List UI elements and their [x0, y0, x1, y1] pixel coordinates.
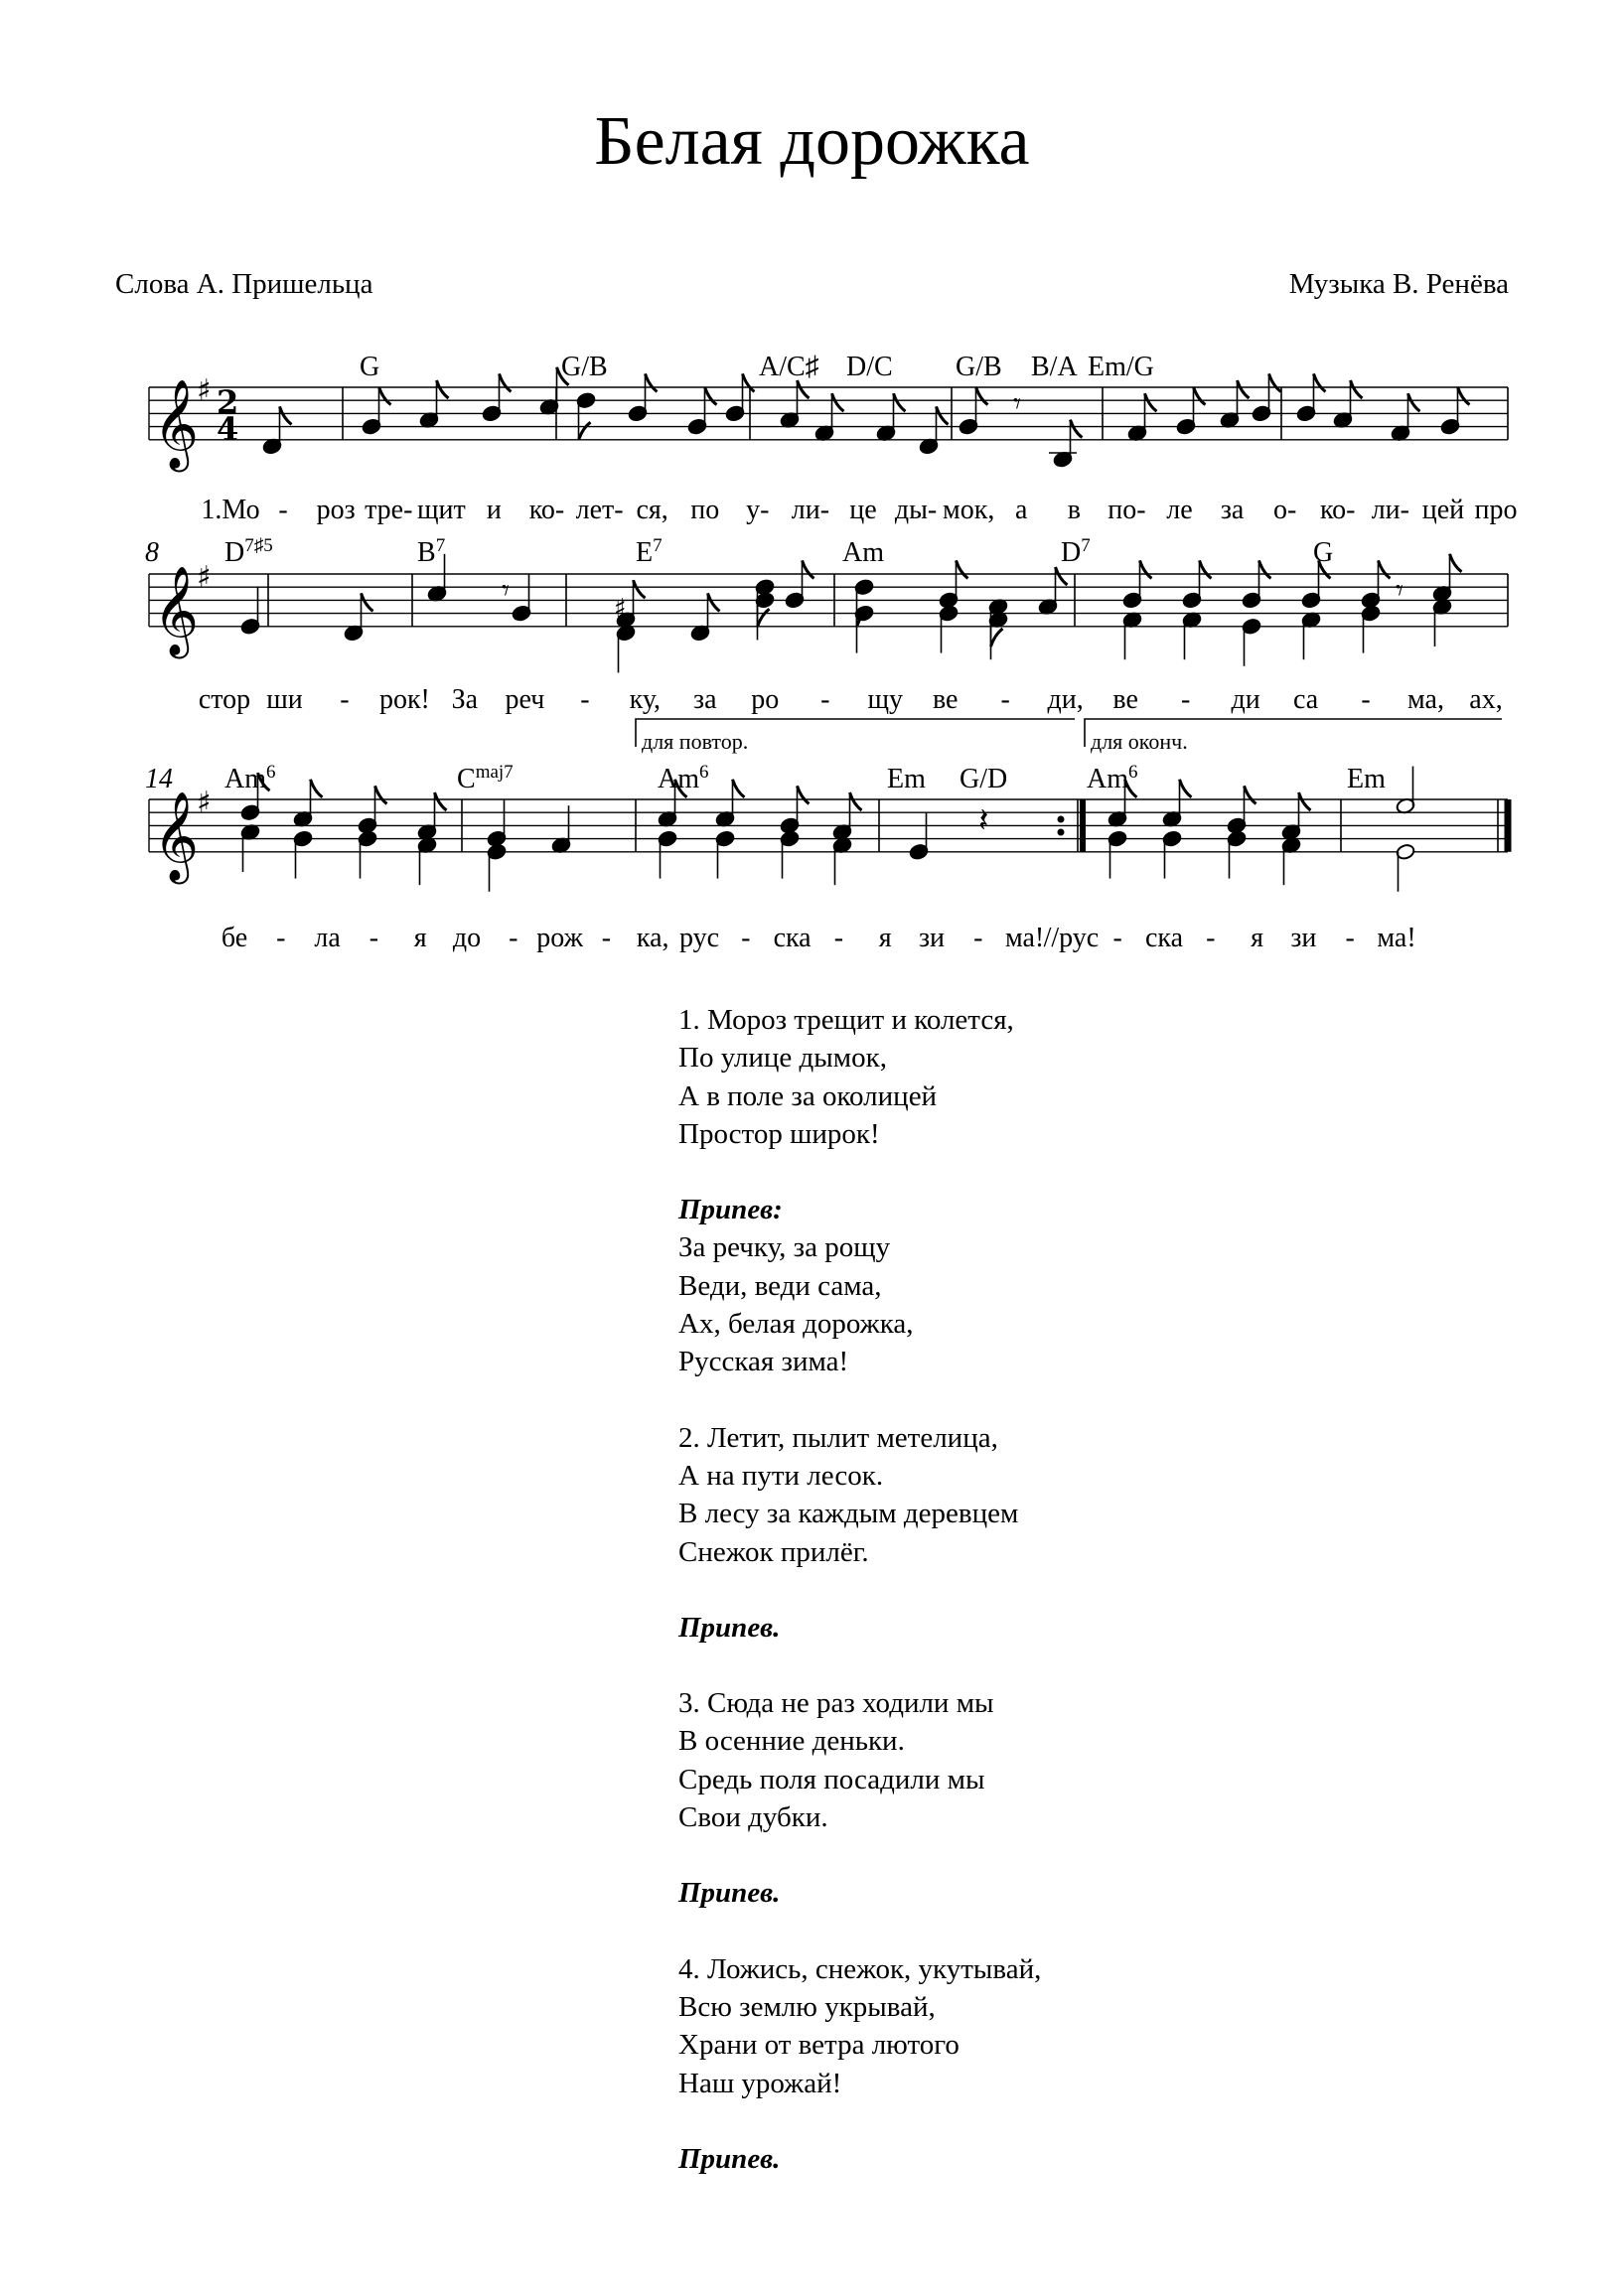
lyric-line: Русская зима! — [678, 1346, 849, 1378]
treble-clef: 𝄞 — [153, 565, 200, 655]
lyric-syllable: - — [973, 923, 983, 953]
measure-number: 14 — [145, 764, 173, 794]
refrain-heading: Припев: — [678, 1194, 783, 1226]
lyric-syllable: - — [1000, 684, 1010, 715]
lyric-line: Свои дубки. — [678, 1801, 828, 1834]
lyric-syllable: це — [849, 495, 877, 525]
chord-symbol: G — [1313, 537, 1334, 568]
lyric-syllable: рож — [536, 923, 583, 953]
lyric-syllable: - — [276, 923, 286, 953]
lyric-syllable: стор — [198, 684, 251, 715]
chord-symbol: A/C♯ — [759, 352, 819, 382]
chord-symbol: D/C — [846, 352, 893, 382]
note-flag — [937, 406, 949, 424]
lyric-syllable: ши — [266, 684, 303, 715]
lyric-syllable: зи — [918, 923, 946, 953]
lyric-syllable: За — [451, 684, 479, 715]
note-flag — [976, 387, 988, 405]
lyric-syllable: - — [741, 923, 751, 953]
refrain-stanza — [678, 1874, 1041, 1912]
chord-symbol: G — [360, 352, 380, 382]
lyricist-credit: Слова А. Пришельца — [115, 268, 373, 300]
note-flag — [798, 380, 810, 398]
lyric-syllable: - — [1361, 684, 1371, 715]
chord-symbol: G/B — [956, 352, 1002, 382]
lyric-syllable: - — [820, 684, 830, 715]
lyric-syllable: тре- — [365, 495, 413, 525]
lyric-syllable: бе — [221, 923, 248, 953]
lyric-syllable: и — [486, 495, 502, 525]
note-flag — [1408, 393, 1420, 411]
composer-credit: Музыка В. Ренёва — [1288, 268, 1509, 300]
eighth-rest: 𝄾 — [1396, 573, 1403, 609]
accidental-sharp: ♯ — [614, 594, 627, 624]
chord-symbol: G/D — [960, 764, 1008, 794]
lyric-syllable: про — [1474, 495, 1518, 525]
lyric-syllable: - — [601, 923, 612, 953]
time-signature-bottom: 4 — [217, 410, 239, 448]
lyric-syllable: ко- — [528, 495, 565, 525]
lyric-syllable: ка, — [636, 923, 669, 953]
chord-symbol: Am$^6$ — [224, 762, 276, 794]
note-flag — [1238, 380, 1250, 398]
refrain-stanza — [678, 1609, 1041, 1647]
note-flag — [1269, 373, 1281, 391]
lyric-syllable: ма! — [1004, 923, 1045, 953]
repeat-dot — [1058, 816, 1065, 823]
lyric-syllable: мок, — [943, 495, 995, 525]
lyric-syllable: ах, — [1469, 684, 1503, 715]
lyric-line: 3. Сюда не раз ходили мы — [678, 1687, 994, 1720]
lyric-syllable: у- — [746, 495, 770, 525]
lyric-syllable: щу — [867, 684, 904, 715]
note-flag — [1379, 560, 1391, 578]
note-flag — [1450, 554, 1462, 572]
lyric-line: Храни от ветра лютого — [678, 2029, 960, 2062]
quarter-rest: 𝄽 — [978, 800, 989, 841]
time-signature-top: 2 — [217, 383, 239, 421]
lyric-syllable: ска — [1144, 923, 1184, 953]
note-flag — [803, 560, 814, 578]
key-signature-sharp: ♯ — [197, 373, 212, 408]
lyric-syllable: ди, — [1047, 684, 1084, 715]
lyric-syllable: 1.Мо — [201, 495, 260, 525]
volta-label-2: для оконч. — [1091, 729, 1188, 754]
lyric-syllable: зи — [1290, 923, 1317, 953]
note-flag — [1245, 786, 1256, 803]
lyric-syllable: ро — [751, 684, 780, 715]
chord-symbol: $C^{maj7}$ — [457, 762, 514, 794]
lyric-syllable: ко- — [1319, 495, 1356, 525]
refrain-heading: Припев. — [678, 2142, 781, 2175]
lyric-syllable: - — [1112, 923, 1122, 953]
lyric-line: Снежок прилёг. — [678, 1535, 869, 1568]
volta-label-1: для повтор. — [642, 729, 749, 754]
note-flag — [832, 393, 844, 411]
lyric-syllable: по- — [1107, 495, 1146, 525]
note-flag — [280, 406, 292, 424]
note-flag — [1351, 380, 1363, 398]
lyric-syllable: рок! — [378, 684, 430, 715]
chord-symbols — [224, 352, 1386, 794]
key-signature-sharp: ♯ — [197, 786, 212, 820]
lyric-syllable: лет- — [575, 495, 624, 525]
eighth-rest: 𝄾 — [1013, 386, 1021, 422]
note-flag — [1180, 780, 1192, 797]
note-flag — [579, 422, 591, 440]
note-flag — [1314, 373, 1326, 391]
note-flag — [435, 792, 447, 810]
note-flag — [758, 609, 770, 627]
lyric-syllable: в — [1067, 495, 1081, 525]
chord-symbol: Em — [1347, 764, 1386, 794]
music-score — [0, 328, 1624, 963]
lyric-syllable: цей — [1421, 495, 1465, 525]
lyric-syllable: роз — [316, 495, 356, 525]
note-flag — [646, 373, 658, 391]
chord-symbol: Em/G — [1088, 352, 1154, 382]
lyric-syllable: я — [413, 923, 427, 953]
lyric-line: Простор широк! — [678, 1117, 880, 1150]
lyric-syllable: са — [1292, 684, 1319, 715]
chord-symbol: Em — [887, 764, 926, 794]
note-flag — [1145, 393, 1157, 411]
note-flag — [894, 393, 906, 411]
lyric-syllable: - — [509, 923, 518, 953]
chord-symbol: Am — [842, 537, 884, 568]
treble-clef: 𝄞 — [153, 378, 200, 469]
note-flag — [850, 792, 862, 810]
lyric-syllable: - — [369, 923, 379, 953]
chord-symbol: B/A — [1031, 352, 1078, 382]
lyric-line: 1. Мороз трещит и колется, — [678, 1004, 1014, 1036]
page-title: Белая дорожка — [594, 103, 1030, 180]
note-flag — [1140, 560, 1152, 578]
lyric-syllable: ма! — [1377, 923, 1416, 953]
note-flag — [311, 780, 323, 797]
lyric-syllable: ды- — [894, 495, 938, 525]
lyric-line: Ах, белая дорожка, — [678, 1308, 914, 1341]
note-flag — [1259, 560, 1271, 578]
note-flag — [1200, 560, 1212, 578]
lyric-line: Веди, веди сама, — [678, 1269, 882, 1302]
note-flag — [798, 786, 810, 803]
key-signature-sharp: ♯ — [197, 560, 212, 595]
lyric-line: За речку, за рощу — [678, 1231, 891, 1264]
note-flag — [1299, 792, 1311, 810]
note-flag — [634, 580, 646, 598]
verse-stanza — [678, 1001, 1041, 1153]
note-flag — [957, 560, 968, 578]
note-flag — [362, 593, 373, 611]
note-flag — [1194, 387, 1206, 405]
lyric-syllable: ве — [1112, 684, 1138, 715]
chord-symbol: Am$^6$ — [1087, 762, 1138, 794]
refrain-stanza — [678, 2140, 1041, 2178]
lyric-syllable: - — [833, 923, 844, 953]
chord-symbol: $D^7$ — [1061, 535, 1091, 568]
lyric-line: 4. Ложись, снежок, укутывай, — [678, 1952, 1042, 1985]
lyric-syllable: за — [693, 684, 717, 715]
refrain-stanza — [678, 1191, 1041, 1380]
lyric-syllable: реч — [505, 684, 545, 715]
lyric-syllable: я — [1251, 923, 1264, 953]
lyric-syllable: рус — [678, 923, 720, 953]
lyrics-text — [678, 1001, 1041, 2216]
lyric-line: По улице дымок, — [678, 1042, 887, 1075]
chord-symbol: Am$^6$ — [658, 762, 709, 794]
lyric-syllable: - — [278, 495, 288, 525]
lyric-syllable: я — [878, 923, 892, 953]
chord-symbol: $B^7$ — [417, 535, 446, 568]
verse-stanza — [678, 1684, 1041, 1836]
lyric-syllable: - — [340, 684, 350, 715]
note-flag — [705, 387, 717, 405]
lyric-syllable: - — [1345, 923, 1355, 953]
measure-number: 8 — [145, 537, 159, 568]
lyric-line: Всю землю укрывай, — [678, 1990, 936, 2023]
volta-brackets — [636, 719, 1502, 754]
refrain-heading: Припев. — [678, 1611, 781, 1644]
lyric-syllable: ся, — [636, 495, 668, 525]
lyric-syllable: ла — [314, 923, 341, 953]
eighth-rest: 𝄾 — [502, 573, 510, 609]
lyric-syllable: за — [1220, 495, 1245, 525]
lyric-line: А на пути лесок. — [678, 1459, 884, 1492]
repeat-dot — [1058, 829, 1065, 836]
lyric-syllable: о- — [1273, 495, 1297, 525]
note-flag — [1071, 420, 1083, 438]
chord-symbol: $E^7$ — [636, 535, 663, 568]
note-flag — [379, 387, 391, 405]
chord-symbol: $D^{7♯5}$ — [224, 535, 273, 568]
lyric-syllable: //рус — [1043, 923, 1100, 953]
lyric-syllable: ма, — [1407, 684, 1445, 715]
note-flag — [991, 629, 1003, 646]
lyric-syllable: а — [1015, 495, 1028, 525]
note-flag — [733, 780, 745, 797]
lyric-line: В осенние деньки. — [678, 1725, 905, 1758]
lyric-syllable: ве — [932, 684, 959, 715]
note-flag — [375, 786, 387, 803]
lyric-syllable: щит — [416, 495, 466, 525]
lyric-syllable: ли- — [1371, 495, 1409, 525]
lyric-syllable: - — [1206, 923, 1216, 953]
note-flag — [437, 380, 449, 398]
verse-stanza — [678, 1950, 1041, 2102]
note-flag — [500, 373, 512, 391]
lyric-syllable: ска — [773, 923, 812, 953]
lyric-syllable: по — [690, 495, 720, 525]
note-flag — [743, 373, 755, 391]
refrain-heading: Припев. — [678, 1877, 781, 1910]
lyric-syllable: ку, — [629, 684, 662, 715]
lyric-syllable: - — [1180, 684, 1191, 715]
lyric-syllable: ди — [1231, 684, 1260, 715]
lyric-syllable: ле — [1166, 495, 1193, 525]
lyric-syllable: - — [580, 684, 590, 715]
chord-symbol: G/B — [561, 352, 608, 382]
note-flag — [1056, 567, 1068, 585]
lyric-syllable: до — [452, 923, 482, 953]
verse-stanza — [678, 1419, 1041, 1571]
lyric-line: 2. Летит, пылит метелица, — [678, 1421, 998, 1454]
treble-clef: 𝄞 — [153, 790, 200, 881]
lyric-syllable: ли- — [791, 495, 830, 525]
lyric-line: В лесу за каждым деревцем — [678, 1498, 1019, 1530]
lyric-line: Средь поля посадили мы — [678, 1763, 985, 1795]
note-flag — [708, 593, 720, 611]
lyric-line: Наш урожай! — [678, 2067, 842, 2099]
lyric-line: А в поле за околицей — [678, 1079, 938, 1112]
note-flag — [1458, 387, 1470, 405]
